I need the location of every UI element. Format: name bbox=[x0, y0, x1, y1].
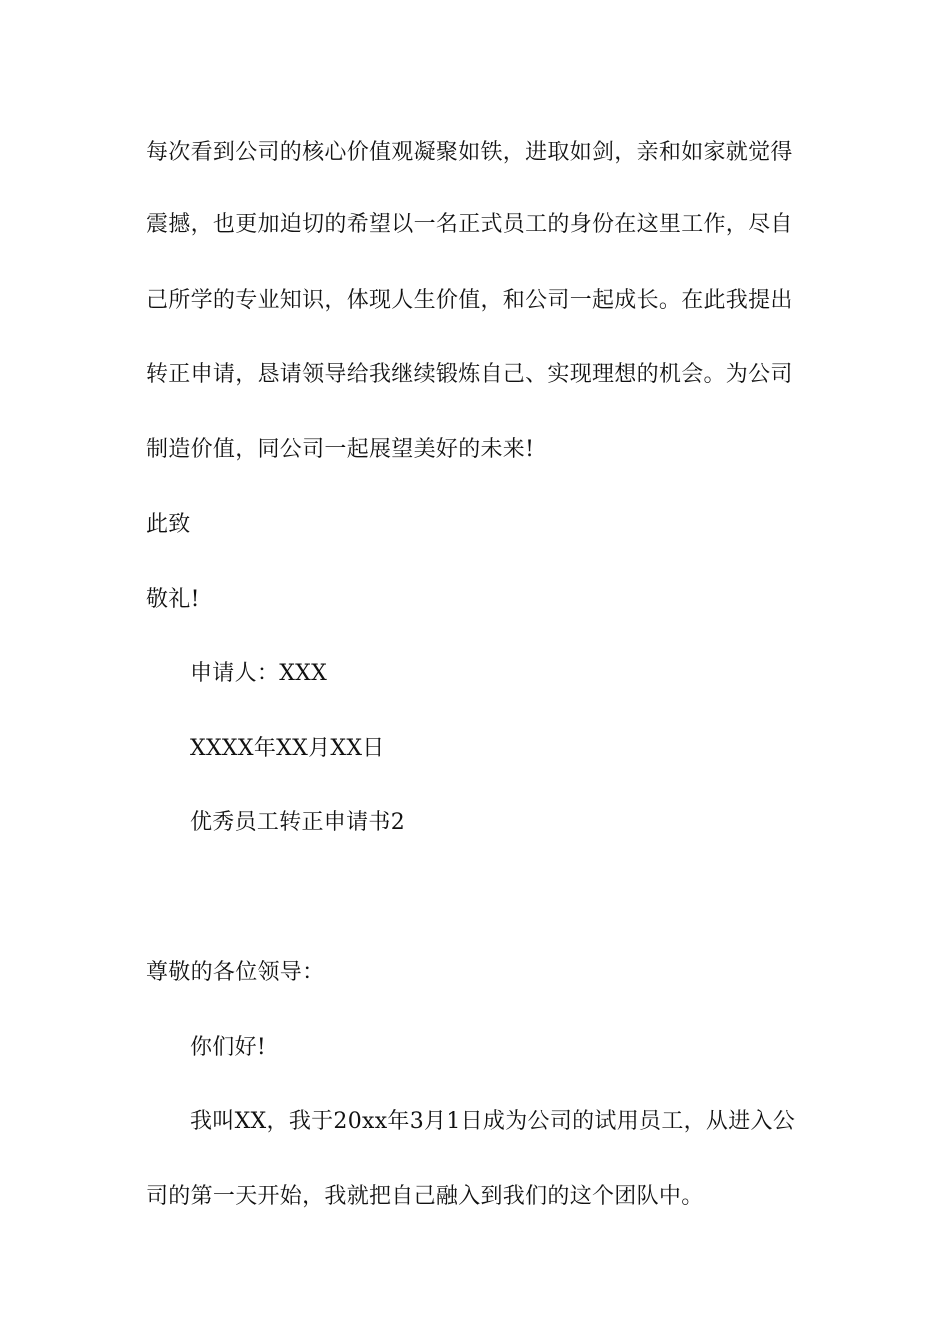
paragraph-line: 每次看到公司的核心价值观凝聚如铁，进取如剑，亲和如家就觉得 bbox=[146, 140, 793, 165]
paragraph-line: 震撼，也更加迫切的希望以一名正式员工的身份在这里工作，尽自 bbox=[146, 212, 793, 237]
section-title: 优秀员工转正申请书2 bbox=[190, 810, 405, 835]
applicant-line: 申请人：XXX bbox=[190, 661, 328, 686]
paragraph-line: 转正申请，恳请领导给我继续锻炼自己、实现理想的机会。为公司 bbox=[146, 362, 793, 387]
closing-line: 敬礼! bbox=[146, 587, 200, 612]
date-line: XXXX年XX月XX日 bbox=[190, 736, 385, 761]
salutation-line: 尊敬的各位领导： bbox=[146, 960, 325, 985]
greeting-line: 你们好! bbox=[190, 1035, 267, 1060]
closing-line: 此致 bbox=[146, 512, 191, 537]
paragraph-line: 制造价值，同公司一起展望美好的未来! bbox=[146, 437, 535, 462]
paragraph-line: 我叫XX，我于20xx年3月1日成为公司的试用员工，从进入公 bbox=[190, 1109, 796, 1134]
paragraph-line: 己所学的专业知识，体现人生价值，和公司一起成长。在此我提出 bbox=[146, 288, 793, 313]
paragraph-line: 司的第一天开始，我就把自己融入到我们的这个团队中。 bbox=[146, 1184, 704, 1209]
